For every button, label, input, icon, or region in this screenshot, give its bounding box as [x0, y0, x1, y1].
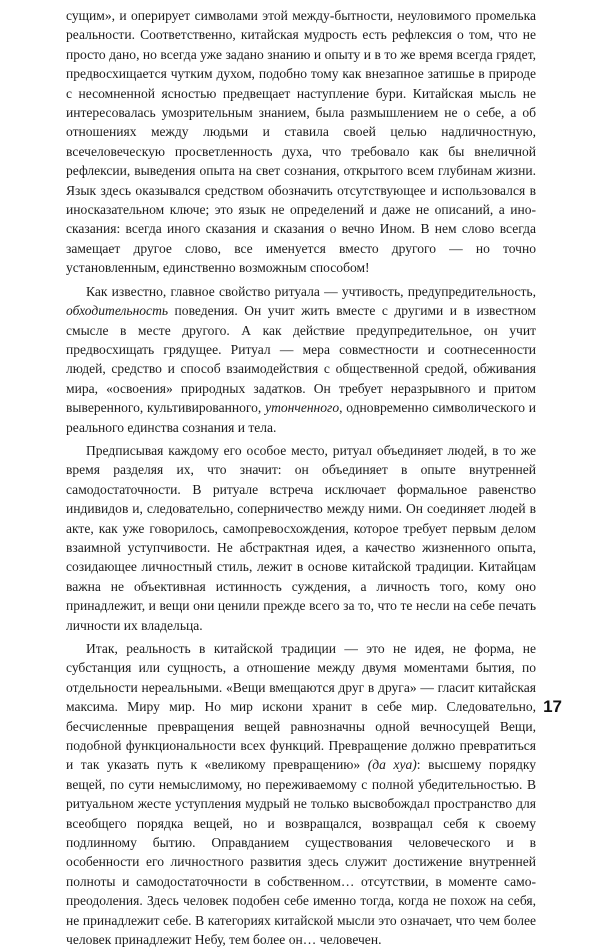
paragraph-4-text-a: Итак, реальность в китайской традиции — это не идея, не форма, не субстанция или сущность, а отношение между двумя моментами бытия, по отдельности нереальными. «Вещи вмещаются друг в друга» — гласит китайская максима. Миру мир. Но мир искони хранит в себе мир. Следовательно, бесчисленные превращения вещей равнозначны одной вечносущей Вещи, подобной функциональности всех функций. Превращение должно превратиться и так указать путь к «великому превращению»	[66, 641, 536, 773]
paragraph-2-text-a: Как известно, главное свойство ритуала — учтивость, предупредительность,	[86, 283, 536, 299]
paragraph-4	[66, 639, 536, 950]
paragraph-2-text-b: поведения. Он учит жить вместе с другими и в известном смысле в месте другого. А как действие предупредительное, он учит предвосхищать грядущее. Ритуал — мера совместности и соотнесенности людей, средство и способ взаимодействия с общественной средой, обживания мира, «освоения» природных задатков. Он требует неразрывного и притом выверенного, культивированного,	[66, 303, 536, 416]
paragraph-2-italic-b: утонченного	[265, 400, 340, 416]
paragraph-2	[66, 282, 536, 437]
paragraph-4-italic: (да хуа)	[367, 757, 417, 773]
body-text	[66, 6, 536, 950]
paragraph-1	[66, 6, 536, 278]
paragraph-4-text-b: : высшему порядку вещей, по сути немыслимому, но переживаемому с полной убедительностью. В ритуальном жесте уступления мудрый не только высвобождал пространство для всеобщего порядка вещей, но и возвращался, возвращал себя к своему подлинному бытию. Оправданием существования человеческого и в особенности его личностного развития здесь служит достижение внутренней полноты и самодостаточности в собственном… отсутствии, в моменте само-преодоления. Здесь человек подобен себе именно тогда, когда не похож на себя, не принадлежит себе. В категориях китайской мысли это означает, что чем более человек принадлежит Небу, тем более он… человечен.	[66, 757, 537, 948]
paragraph-3-text: Предписывая каждому его особое место, ритуал объединяет людей, в то же время разделяя их, что значит: он объединяет в опыте внутренней самодостаточности. В ритуале встреча исключает формальное равенство индивидов и, следовательно, соперничество между ними. Он соединяет людей в акте, как уже говорилось, самопревосхождения, которое требует первым делом взаимной уступчивости. Не абстрактная идея, а качество жизненного опыта, созидающее личностный стиль, лежит в основе китайской традиции. Китайцам важна не объективная истинность суждения, а личность того, кому оно принадлежит, и вещи они ценили прежде всего за то, что те несли на себе печать личности их владельца.	[66, 442, 536, 633]
page-number: 17	[543, 697, 562, 716]
paragraph-2-italic-a: обходительность	[66, 303, 169, 319]
paragraph-3	[66, 441, 536, 635]
paragraph-2-text-c: , одновременно символического и реального единства сознания и тела.	[66, 400, 536, 435]
paragraph-1-text: сущим», и оперирует символами этой между-бытности, неуловимого промелька реальности. Соответственно, китайская мудрость есть рефлексия о том, что не просто дано, но всегда уже задано знанию и опыту и в то же время всегда грядет, предвосхищается чутким духом, подобно тому как внезапное затишье в природе с несомненной ясностью предвещает наступление бури. Китайская мысль не интересовалась умозрительным знанием, была размышлением не о себе, а об отношениях между людьми и ставила своей целью надличностную, всечеловеческую просветленность духа, что требовало как бы внеличной рефлексии, выведения опыта на свет сознания, открытого всем глубинам жизни. Язык здесь оказывался средством обозначить отсутствующее и использовался в иносказательном ключе; это язык не определений и даже не описаний, а ино-сказания: всегда иного сказания и сказания о вечно Ином. В нем слово всегда замещает другое слово, все именуется вместо другого — но точно установленным, единственно возможным способом!	[66, 8, 536, 276]
